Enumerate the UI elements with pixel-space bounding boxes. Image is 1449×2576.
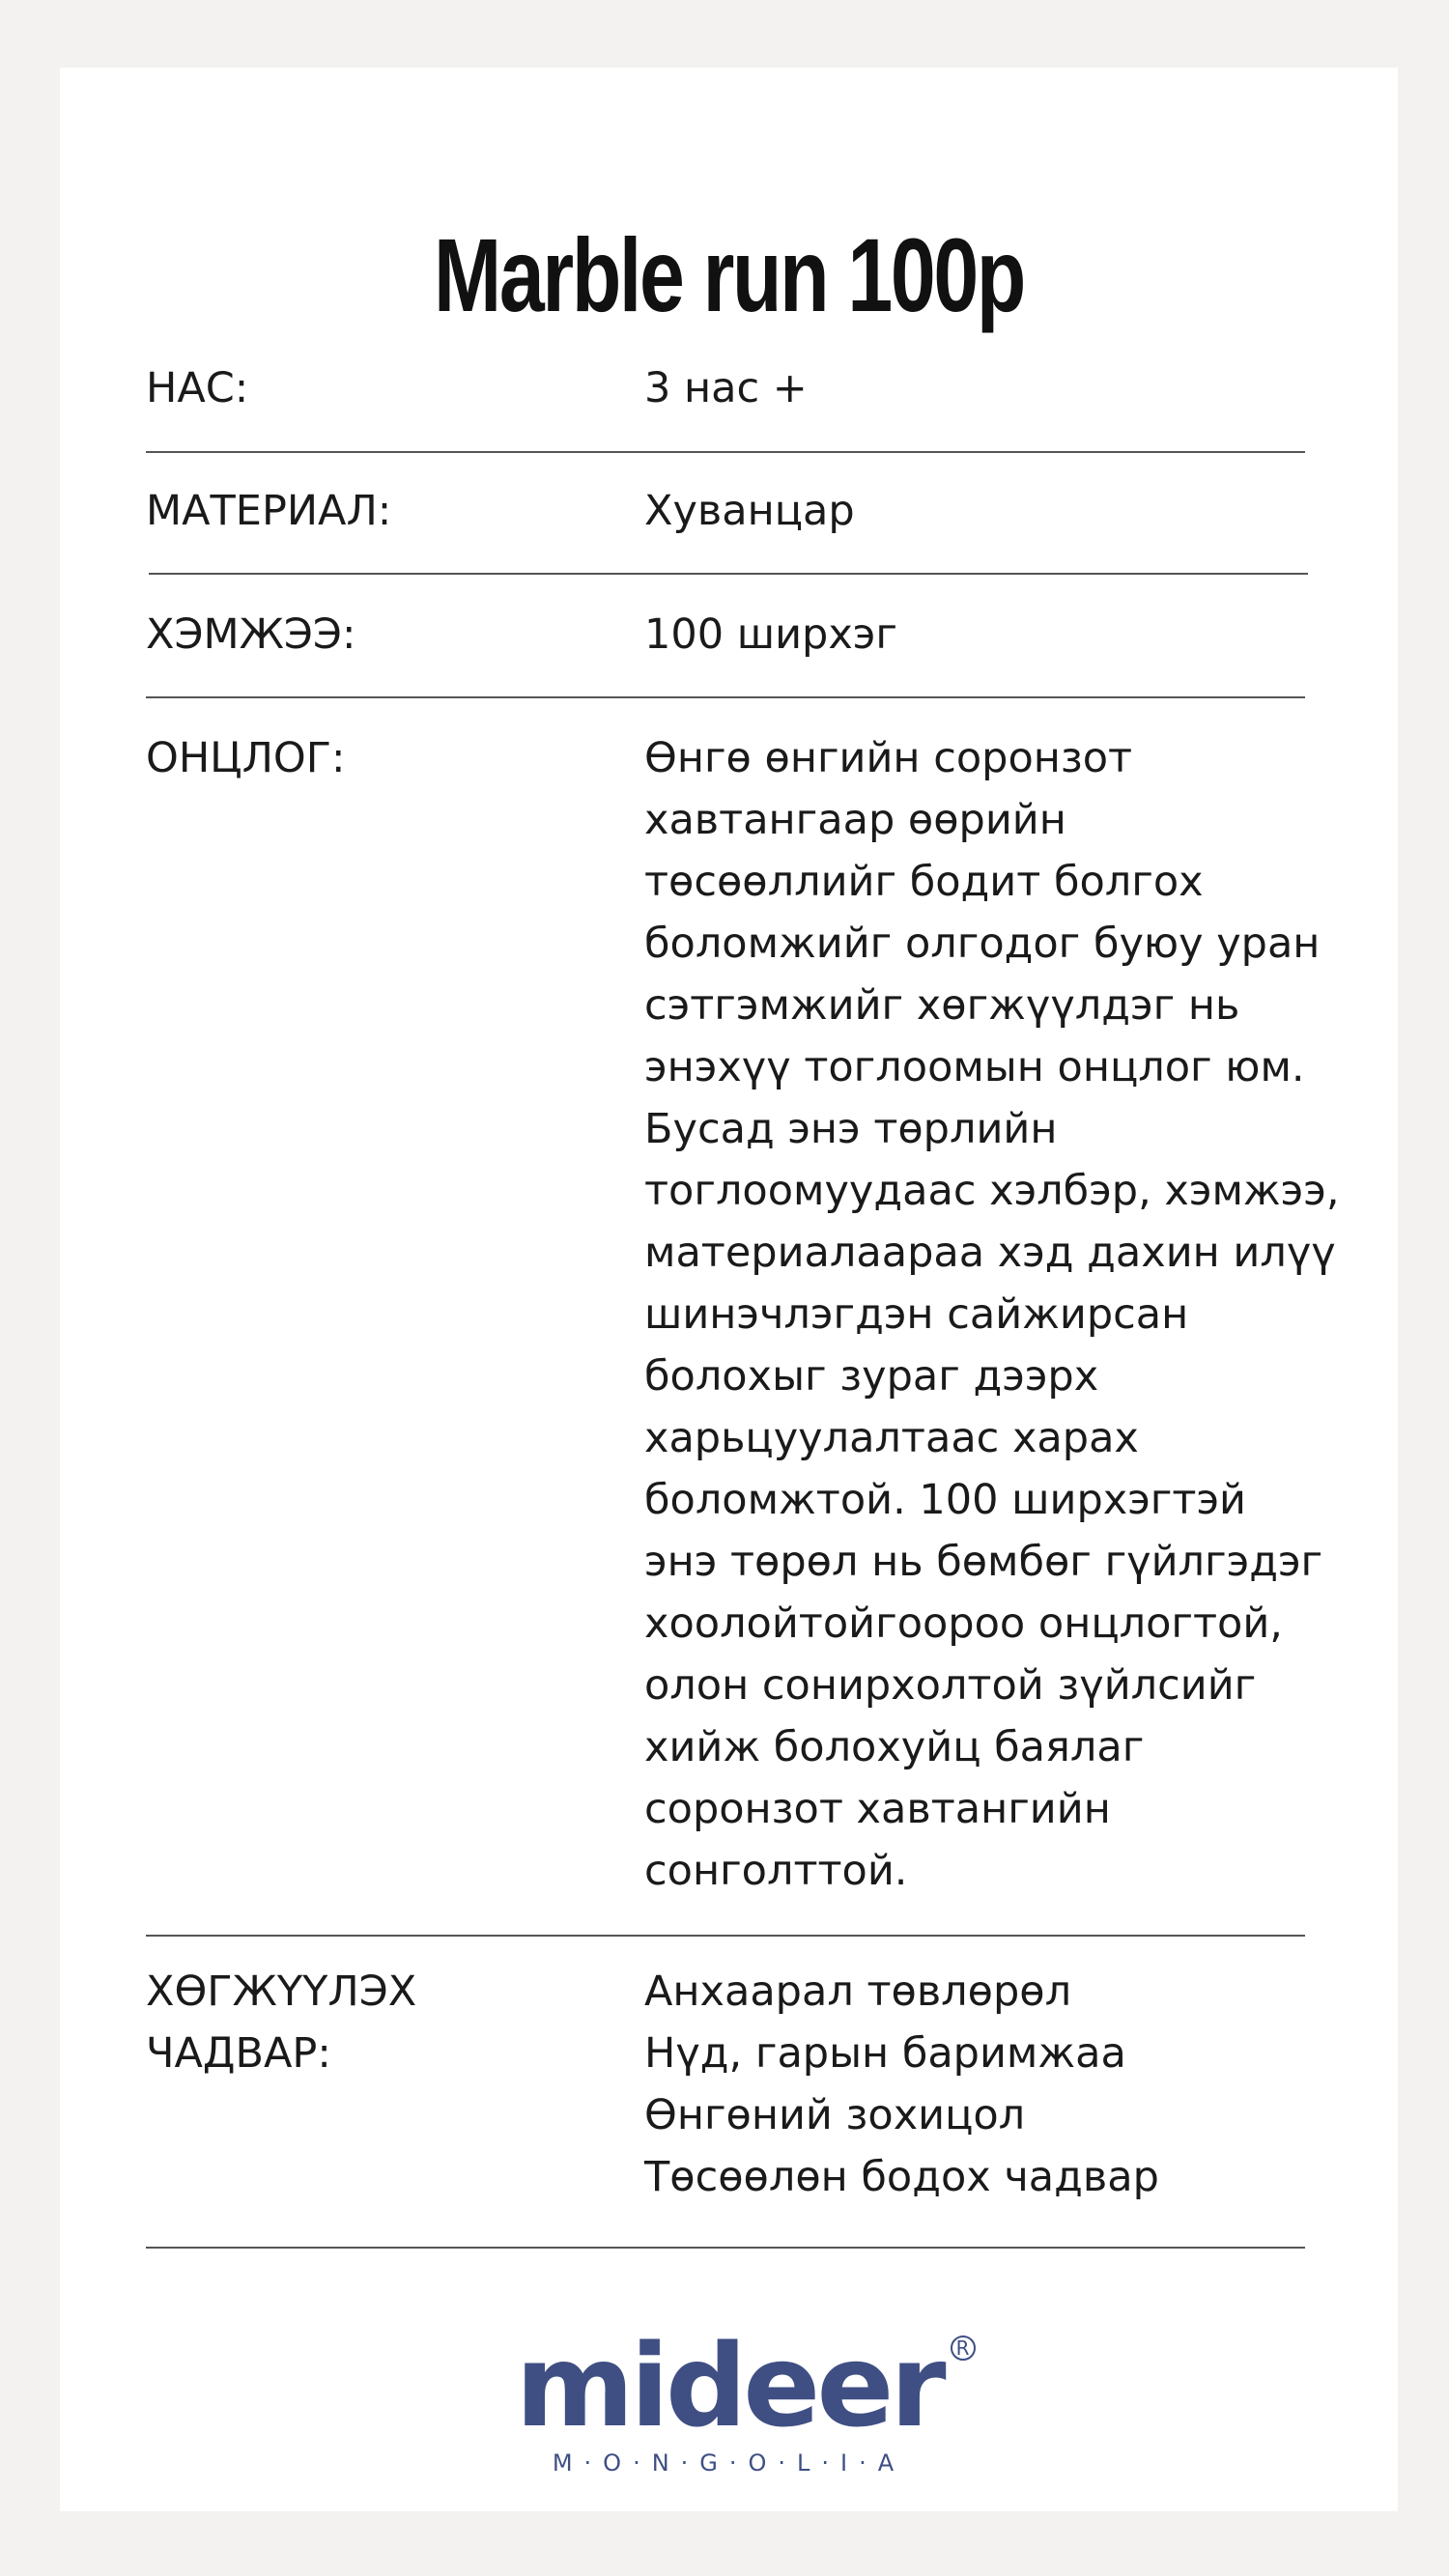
spec-value-line: Төсөөлөн бодох чадвар <box>644 2153 1159 2201</box>
spec-value-line: Нүд, гарын баримжаа <box>644 2029 1126 2078</box>
spec-label: МАТЕРИАЛ: <box>146 487 392 535</box>
divider <box>149 573 1308 575</box>
spec-label: НАС: <box>146 364 249 412</box>
spec-value <box>644 357 1301 419</box>
spec-label-line: ХӨГЖҮҮЛЭХ <box>146 1967 417 2016</box>
spec-value-line: тоглоомуудаас хэлбэр, хэмжээ, <box>644 1167 1340 1215</box>
brand-logo <box>60 2319 1398 2477</box>
spec-value <box>644 727 1340 1902</box>
spec-value-line: олон сонирхолтой зүйлсийг <box>644 1661 1257 1710</box>
spec-value-line: энэ төрөл нь бөмбөг гүйлгэдэг <box>644 1538 1323 1586</box>
spec-value <box>644 1961 1301 2208</box>
spec-label <box>146 1961 610 2084</box>
spec-value <box>644 480 1301 542</box>
spec-value-line: боломжийг олгодог буюу уран <box>644 920 1321 968</box>
spec-value-line: материалаараа хэд дахин илүү <box>644 1229 1336 1277</box>
spec-value-line: Хуванцар <box>644 487 855 535</box>
spec-value-line: харьцуулалтаас харах <box>644 1414 1139 1462</box>
spec-value <box>644 604 1301 665</box>
spec-value-line: хийж болохуйц баялаг <box>644 1723 1145 1771</box>
spec-value-line: Өнгө өнгийн соронзот <box>644 734 1133 782</box>
spec-value-line: 3 нас + <box>644 364 808 412</box>
divider <box>146 696 1305 698</box>
spec-value-line: энэхүү тоглоомын онцлог юм. <box>644 1043 1305 1091</box>
spec-value-line: Анхаарал төвлөрөл <box>644 1967 1072 2016</box>
spec-value-line: боломжтой. 100 ширхэгтэй <box>644 1476 1246 1524</box>
logo-wordmark <box>515 2319 970 2452</box>
spec-value-line: Бусад энэ төрлийн <box>644 1105 1058 1153</box>
product-card <box>60 68 1398 2511</box>
spec-value-line: болохыг зураг дээрх <box>644 1352 1099 1401</box>
logo-text: mideer <box>515 2319 943 2452</box>
spec-label: ОНЦЛОГ: <box>146 734 346 782</box>
spec-value-line: 100 ширхэг <box>644 610 897 659</box>
spec-value-line: сонголттой. <box>644 1847 908 1895</box>
spec-value-line: Өнгөний зохицол <box>644 2091 1026 2139</box>
spec-label: ХЭМЖЭЭ: <box>146 610 356 659</box>
spec-value-line: сэтгэмжийг хөгжүүлдэг нь <box>644 981 1240 1030</box>
spec-value-line: хавтангаар өөрийн <box>644 796 1066 844</box>
divider <box>146 2247 1305 2249</box>
divider <box>146 1935 1305 1937</box>
divider <box>146 451 1305 453</box>
spec-value-line: шинэчлэгдэн сайжирсан <box>644 1290 1189 1339</box>
logo-subtitle: M·O·N·G·O·L·I·A <box>552 2449 906 2477</box>
spec-label-line: ЧАДВАР: <box>146 2029 331 2078</box>
product-title: Marble run 100p <box>434 216 1024 333</box>
spec-value-line: хоолойтойгоороо онцлогтой, <box>644 1599 1283 1648</box>
registered-icon: R <box>951 2335 976 2361</box>
spec-value-line: төсөөллийг бодит болгох <box>644 858 1204 906</box>
spec-value-line: соронзот хавтангийн <box>644 1785 1111 1833</box>
